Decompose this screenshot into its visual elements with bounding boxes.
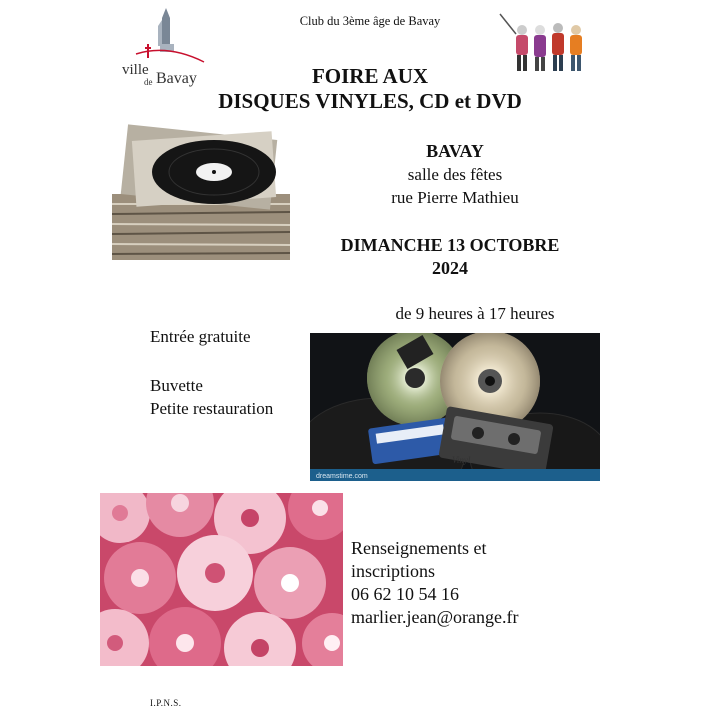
service-buvette: Buvette <box>150 376 203 395</box>
photo-watermark: dreamstime.com <box>316 473 368 480</box>
date-line-1: DIMANCHE 13 OCTOBRE <box>340 235 560 255</box>
club-name: Club du 3ème âge de Bavay <box>299 14 441 28</box>
poster-title <box>140 64 600 114</box>
venue-town: BAVAY <box>426 141 484 161</box>
ipns-footer: I.P.N.S. <box>150 698 182 708</box>
free-entry: Entrée gratuite <box>150 327 251 346</box>
services-block <box>150 374 273 420</box>
contact-line-2: inscriptions <box>351 561 435 581</box>
logo-de-text: de <box>144 77 153 87</box>
cassette-label: Vinyl <box>452 455 471 465</box>
venue-block <box>340 140 570 209</box>
logo-ville-text: ville <box>122 62 149 78</box>
title-line-2: DISQUES VINYLES, CD et DVD <box>218 89 522 113</box>
logo-bavay-text: Bavay <box>156 70 197 87</box>
contact-phone: 06 62 10 54 16 <box>351 584 459 604</box>
contact-email: marlier.jean@orange.fr <box>351 607 519 627</box>
media-photo <box>310 333 600 481</box>
pink-discs-photo <box>100 493 343 666</box>
service-restauration: Petite restauration <box>150 399 274 418</box>
contact-block <box>351 537 519 629</box>
vinyl-stack-photo <box>104 124 296 266</box>
title-line-1: FOIRE AUX <box>311 64 429 88</box>
contact-line-1: Renseignements et <box>351 538 487 558</box>
date-line-2: 2024 <box>432 258 468 278</box>
venue-hall: salle des fêtes <box>407 165 503 184</box>
venue-street: rue Pierre Mathieu <box>391 188 519 207</box>
opening-hours: de 9 heures à 17 heures <box>395 304 555 323</box>
event-date <box>300 234 600 280</box>
